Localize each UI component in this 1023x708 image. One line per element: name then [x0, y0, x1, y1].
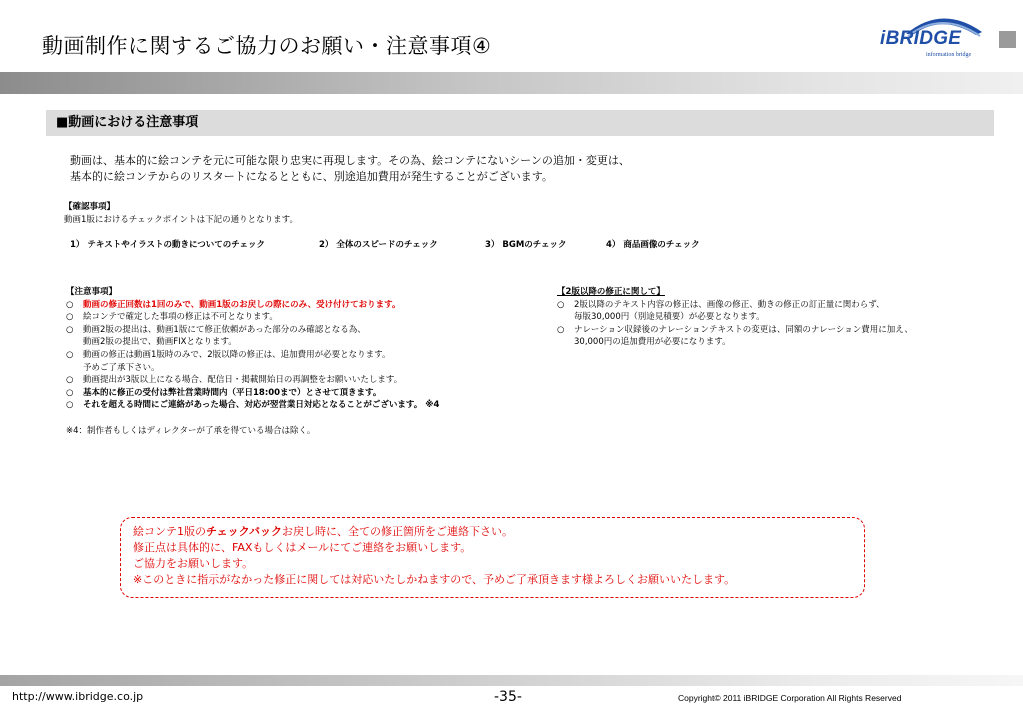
callout-box [120, 517, 865, 598]
checkpoint-item: 1） テキストやイラストの動きについてのチェック [70, 240, 266, 250]
callout-line-bold: チェックバック [206, 525, 283, 538]
revision-text: 2版以降のテキスト内容の修正は、画像の修正、動きの修正の訂正量に関わらず、 [574, 299, 885, 310]
footer-url[interactable]: http://www.ibridge.co.jp [12, 690, 144, 703]
callout-line [133, 524, 735, 540]
logo-subtext: information bridge [926, 52, 972, 58]
checkpoint-item: 3） BGMのチェック [485, 240, 567, 250]
confirm-text: 動画1版におけるチェックポイントは下記の通りとなります。 [64, 214, 298, 225]
circle-bullet-icon: ○ [66, 387, 74, 398]
notes-block [66, 286, 439, 412]
revision-item [557, 299, 913, 312]
circle-bullet-icon: ○ [557, 324, 565, 335]
circle-bullet-icon: ○ [66, 312, 74, 323]
revision-text-cont: 30,000円の追加費用が必要になります。 [574, 337, 731, 348]
circle-bullet-icon: ○ [66, 375, 74, 386]
note-item [66, 299, 439, 312]
note-text: 動画の修正回数は1回のみで、動画1版のお戻しの際にのみ、受け付けております。 [83, 299, 401, 310]
circle-bullet-icon: ○ [66, 349, 74, 360]
checkpoint-item: 2） 全体のスピードのチェック [319, 240, 438, 250]
note-text: 絵コンテで確定した事項の修正は不可となります。 [83, 312, 278, 323]
circle-bullet-icon: ○ [66, 299, 74, 310]
footer-band [0, 675, 1023, 686]
header-band [0, 72, 1023, 94]
notes-footnote: ※4：制作者もしくはディレクターが了承を得ている場合は除く。 [66, 426, 316, 436]
note-item [66, 349, 439, 362]
revision-block [557, 286, 913, 349]
ibridge-logo [872, 8, 984, 60]
page-number: -35- [494, 689, 522, 705]
note-text-cont: 動画2版の提出で、動画FIXとなります。 [83, 337, 237, 348]
note-text-cont: 予めご了承下さい。 [83, 362, 160, 373]
note-item [66, 387, 439, 400]
circle-bullet-icon: ○ [66, 400, 74, 411]
callout-line: 修正点は具体的に、FAXもしくはメールにてご連絡をお願いします。 [133, 541, 472, 554]
callout-line: ※このときに指示がなかった修正に関しては対応いたしかねますので、予めご了承頂きます様よろしくお願いいたします。 [133, 573, 736, 586]
callout-line-pre: 絵コンテ1版の [133, 525, 206, 538]
callout-text [133, 524, 735, 588]
note-item [66, 311, 439, 324]
circle-bullet-icon: ○ [66, 324, 74, 335]
page-title: 動画制作に関するご協力のお願い・注意事項④ [42, 34, 492, 58]
intro-line: 基本的に絵コンテからのリスタートになるとともに、別途追加費用が発生することがございます。 [70, 170, 553, 183]
revision-text-cont: 毎版30,000円（別途見積要）が必要となります。 [574, 312, 765, 323]
section-heading: ■動画における注意事項 [46, 110, 994, 136]
intro-text [70, 153, 630, 185]
circle-bullet-icon: ○ [557, 299, 565, 310]
note-item [66, 324, 439, 337]
notes-title: 【注意事項】 [66, 287, 118, 297]
note-text: それを超える時間にご連絡があった場合、対応が翌営業日対応となることがございます。 ※4 [83, 400, 440, 411]
note-item [66, 399, 439, 412]
confirm-title: 【確認事項】 [64, 202, 116, 212]
note-text: 動画の修正は動画1版時のみで、2版以降の修正は、追加費用が必要となります。 [83, 349, 391, 360]
revision-text: ナレーション収録後のナレーションテキストの変更は、同額のナレーション費用に加え、 [574, 324, 913, 335]
checkpoint-item: 4） 商品画像のチェック [606, 240, 700, 250]
corner-square [999, 31, 1016, 48]
callout-line-post: お戻し時に、全ての修正箇所をご連絡下さい。 [282, 525, 514, 538]
note-text: 動画提出が3版以上になる場合、配信日・掲載開始日の再調整をお願いいたします。 [83, 375, 403, 386]
copyright-text: Copyright© 2011 iBRIDGE Corporation All Rights Reserved [678, 693, 902, 703]
note-text: 動画2版の提出は、動画1版にて修正依頼があった部分のみ確認となる為、 [83, 324, 366, 335]
note-text: 基本的に修正の受付は弊社営業時間内（平日18:00まで）とさせて頂きます。 [83, 387, 382, 398]
intro-line: 動画は、基本的に絵コンテを元に可能な限り忠実に再現します。その為、絵コンテにないシーンの追加・変更は、 [70, 154, 630, 167]
note-item [66, 374, 439, 387]
logo-text: iBRIDGE [880, 28, 962, 49]
confirm-block [64, 201, 298, 226]
revision-title: 【2版以降の修正に関して】 [557, 287, 665, 297]
revision-item [557, 324, 913, 337]
callout-line: ご協力をお願いします。 [133, 557, 254, 570]
